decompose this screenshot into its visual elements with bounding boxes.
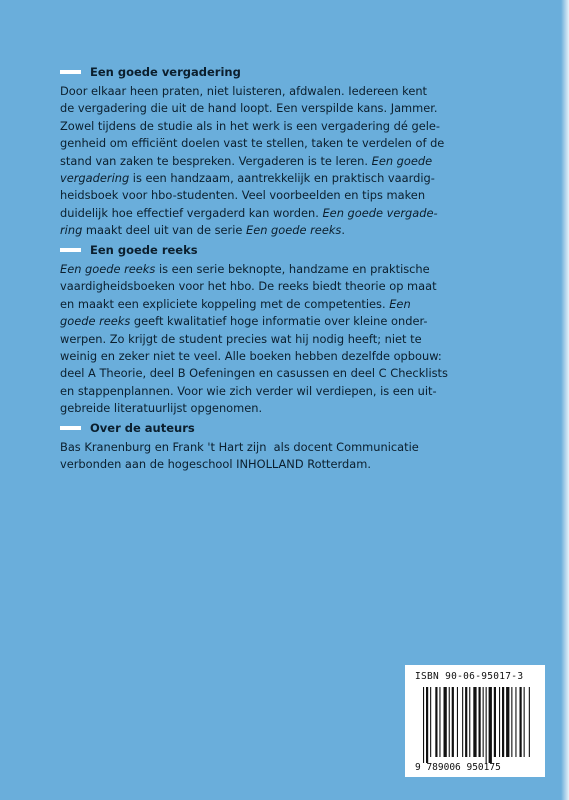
heading-bar [60, 70, 81, 74]
barcode [413, 685, 537, 773]
text-run: Zowel tijdens de studie als in het werk is een vergadering dé gele- [60, 118, 440, 133]
section-body [60, 439, 515, 474]
heading-bar [60, 248, 81, 252]
barcode-bar [473, 687, 476, 757]
barcode-bar [502, 687, 504, 757]
barcode-bar [426, 687, 428, 763]
text-line [60, 170, 515, 187]
italic-run: vergadering [60, 171, 130, 186]
text-line [60, 400, 515, 417]
text-line [60, 439, 515, 456]
barcode-label [405, 665, 545, 777]
section-auteurs [60, 420, 515, 474]
section-heading [60, 242, 515, 258]
barcode-bar [483, 687, 484, 757]
text-line [60, 205, 515, 222]
text-run: deel A Theorie, deel B Oefeningen en casussen en deel C Checklists [60, 366, 448, 381]
italic-run: Een goede reeks [246, 223, 342, 238]
barcode-bar [529, 687, 530, 757]
italic-run: Een goede vergade- [322, 205, 438, 220]
italic-run: Een goede reeks [60, 262, 156, 276]
text-run: Door elkaar heen praten, niet luisteren, afdwalen. Iedereen kent [60, 84, 428, 98]
text-run: weinig en zeker niet te veel. Alle boeken hebben dezelfde opbouw: [60, 349, 442, 364]
text-run: . [341, 223, 345, 238]
barcode-bar [444, 687, 447, 757]
text-run: duidelijk hoe effectief vergaderd kan worden. [60, 205, 323, 220]
text-line [60, 100, 515, 117]
barcode-bar [439, 687, 440, 757]
barcode-bar [479, 687, 481, 757]
section-vergadering [60, 64, 515, 240]
barcode-bar [435, 687, 437, 757]
text-line [60, 222, 515, 239]
barcode-digits: 9 789006 950175 [415, 762, 501, 773]
heading-text: Een goede vergadering [90, 65, 241, 79]
text-line [60, 331, 515, 348]
text-run: de vergadering die uit de hand loopt. Een verspilde kans. Jammer. [60, 101, 438, 116]
barcode-bar [511, 687, 512, 757]
text-line [60, 348, 515, 365]
section-body [60, 261, 515, 418]
barcode-bar [486, 687, 487, 763]
text-run: Bas Kranenburg en Frank 't Hart zijn als docent Communicatie [60, 440, 419, 454]
text-run: en stappenplannen. Voor wie zich verder wil verdiepen, is een uit- [60, 383, 437, 398]
barcode-bar [520, 687, 522, 757]
text-line [60, 296, 515, 313]
barcode-bar [524, 687, 525, 757]
barcode-bar [465, 687, 467, 757]
text-run: genheid om efficiënt doelen vast te stellen, taken te verdelen of de [60, 136, 445, 151]
text-run: gebreide literatuurlijst opgenomen. [60, 401, 263, 416]
text-line [60, 153, 515, 170]
text-line [60, 187, 515, 204]
italic-run: goede reeks [60, 314, 131, 329]
section-body [60, 83, 515, 240]
text-line [60, 118, 515, 135]
barcode-bar [469, 687, 470, 757]
text-run: vaardigheidsboeken voor het hbo. De reeks biedt theorie op maat [60, 279, 437, 294]
barcode-bar [494, 687, 496, 757]
cover-edge [561, 0, 569, 800]
text-line [60, 135, 515, 152]
barcode-bar [515, 687, 516, 757]
text-run: is een serie beknopte, handzame en praktische [155, 262, 430, 276]
text-run: geeft kwalitatief hoge informatie over kleine onder- [130, 314, 428, 329]
italic-run: Een [389, 296, 411, 311]
text-line [60, 278, 515, 295]
text-run: en maakt een expliciete koppeling met de competenties. [60, 296, 390, 311]
text-run: verbonden aan de hogeschool INHOLLAND Rotterdam. [60, 457, 371, 472]
barcode-bar [423, 687, 424, 763]
text-line [60, 261, 515, 278]
section-heading [60, 420, 515, 436]
text-run: werpen. Zo krijgt de student precies wat hij nodig heeft; niet te [60, 331, 422, 346]
section-reeks [60, 242, 515, 418]
barcode-bar [506, 687, 509, 757]
barcode-bar [449, 687, 450, 757]
text-line [60, 365, 515, 382]
text-run: is een handzaam, aantrekkelijk en praktisch vaardig- [129, 171, 435, 186]
text-run: maakt deel uit van de serie [82, 223, 247, 238]
italic-run: Een goede [371, 153, 433, 168]
barcode-bar [452, 687, 454, 757]
heading-bar [60, 426, 81, 430]
text-line [60, 83, 515, 100]
section-heading [60, 64, 515, 80]
text-run: heidsboek voor hbo-studenten. Veel voorbeelden en tips maken [60, 188, 426, 203]
barcode-bar [457, 687, 458, 757]
isbn-text: ISBN 90-06-95017-3 [415, 671, 524, 682]
heading-text: Over de auteurs [90, 421, 195, 435]
barcode-bar [430, 687, 431, 757]
heading-text: Een goede reeks [90, 243, 198, 257]
barcode-bar [489, 687, 492, 763]
text-line [60, 456, 515, 473]
barcode-bar [499, 687, 500, 757]
text-line [60, 383, 515, 400]
text-line [60, 313, 515, 330]
text-run: stand van zaken te bespreken. Vergaderen is te leren. [60, 153, 372, 168]
barcode-bar [462, 687, 463, 757]
italic-run: ring [60, 223, 83, 238]
